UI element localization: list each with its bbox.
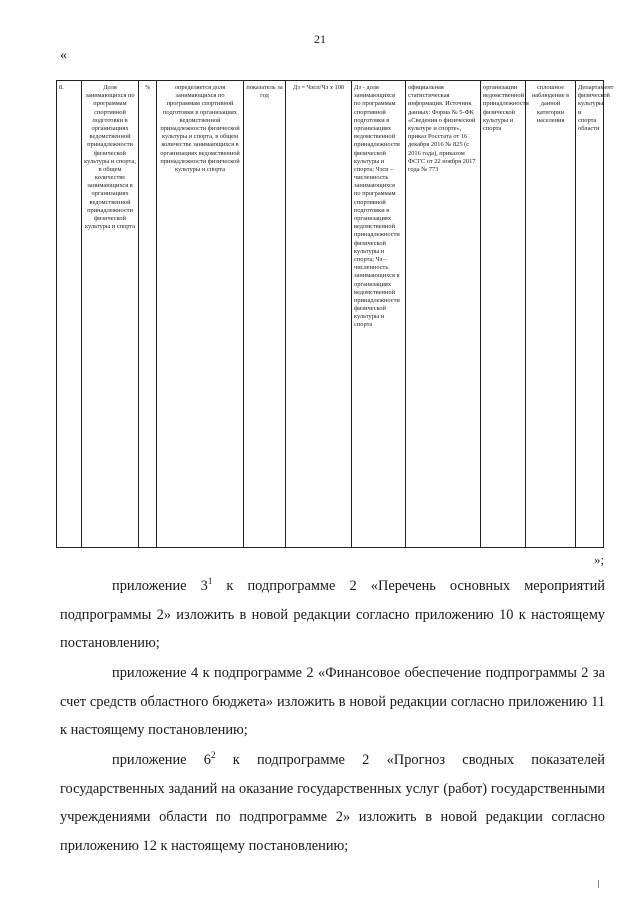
paragraph-appendix-6-2: приложение $6^2$ к подпрограмме 2 «Прогноз сводных показателей государственных заданий на оказание государственных услуг (работ) государственными учреждениями области по подпрограмме 2» изложить в новой редакции согласно приложению 12 к настоящему постановлению;: [60, 750, 605, 854]
indicator-table: [56, 80, 614, 548]
source-cell: официальная статистическая информация. Источник данных: Форма № 5-ФК «Сведения о физической культуре и спорте», приказ Росстата от 16 декабря 2016 № 825 (с 2016 года), приказом ФСГС от 22 ноября 2017 года № 773: [406, 81, 481, 548]
period-cell: показатель за год: [244, 81, 286, 548]
margin-mark: [598, 880, 599, 888]
formula-cell: Дз = Чзсп/Чз х 100: [286, 81, 352, 548]
paragraph-appendix-3-1: приложение $3^1$ к подпрограмме 2 «Перечень основных мероприятий подпрограммы 2» изложить в новой редакции согласно приложению 10 к настоящему постановлению;: [60, 576, 605, 651]
row-number-cell: 8.: [57, 81, 82, 548]
definition-cell: определяется доля занимающихся по программам спортивной подготовки в организациях ведомственной принадлежности физической культуры и спорта, в общем количестве занимающихся в организациях ведомственной принадлежности физической культуры и спорта: [157, 81, 244, 548]
unit-cell: %: [139, 81, 157, 548]
opening-quote-mark: «: [60, 48, 67, 63]
coverage-cell: сплошное наблюдение в данной категории населения: [526, 81, 576, 548]
observation-unit-cell: организации ведомственной принадлежности физической культуры и спорта: [481, 81, 526, 548]
page-number: 21: [314, 32, 326, 46]
responsible-cell: Департамент физической культуры и спорта области: [576, 81, 604, 548]
variables-cell: Дз - доля занимающихся по программам спортивной подготовки в организациях ведомственной принадлежности физической культуры и спорта; Чзсп – численность занимающихся по программам спортивной подготовки в организациях ведомственной принадлежности физической культуры и спорта; Чз – численность занимающихся в организациях ведомственной принадлежности физической культуры и спорта: [352, 81, 406, 548]
indicator-name-cell: Доля занимающихся по программам спортивной подготовки в организациях ведомственной принадлежности физической культуры и спорта, в общем количестве занимающихся в организациях ведомственной принадлежности физической культуры и спорта: [82, 81, 139, 548]
closing-quote-mark: »;: [594, 552, 605, 567]
paragraph-appendix-4: приложение 4 к подпрограмме 2 «Финансовое обеспечение подпрограммы 2 за счет средств областного бюджета» изложить в новой редакции согласно приложению 11 к настоящему постановлению;: [60, 665, 605, 738]
table-row: [57, 81, 604, 548]
